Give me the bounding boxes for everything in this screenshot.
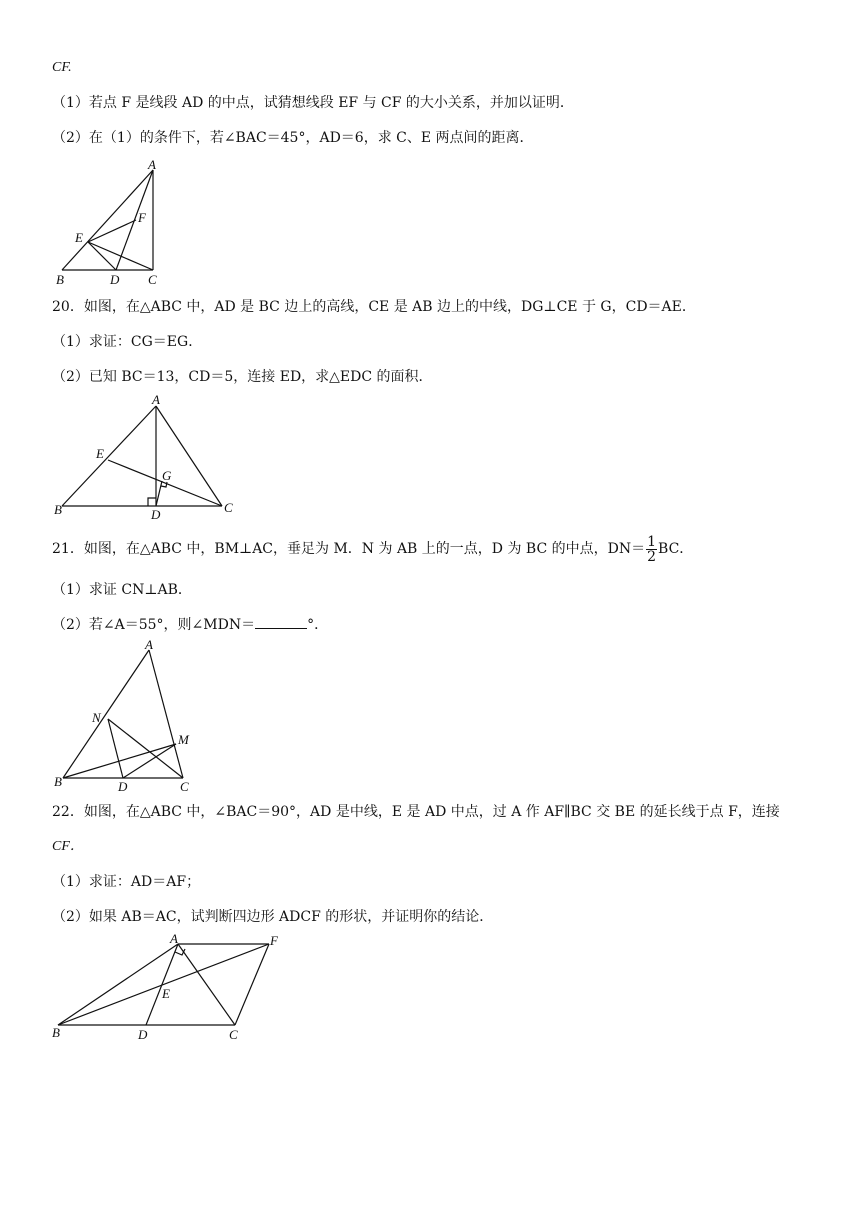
q22-line-ab (58, 944, 178, 1025)
q19-label-a: A (148, 158, 156, 172)
q22-label-f: F (270, 933, 278, 948)
q22-stem: 22．如图，在△ABC 中，∠BAC＝90°，AD 是中线，E 是 AD 中点，过 A 作 AF∥BC 交 BE 的延长线于点 F，连接 (52, 804, 780, 820)
q21-label-b: B (54, 774, 62, 789)
q21-label-m: M (178, 732, 189, 747)
q21-line-ac (149, 650, 183, 778)
q20-part2: （2）已知 BC＝13，CD＝5，连接 ED，求△EDC 的面积． (52, 369, 433, 385)
q20-label-b: B (54, 502, 62, 517)
q21-label-c: C (180, 779, 189, 794)
q19-line-ec (88, 242, 153, 270)
q21-line-cn (108, 719, 183, 778)
q21-line-ab (63, 650, 149, 778)
q22-label-d: D (138, 1027, 148, 1042)
q19-label-c: C (148, 272, 157, 287)
q19-line-ef (88, 220, 136, 242)
q21-figure (50, 636, 210, 796)
q22-line-ac (178, 944, 235, 1025)
q22-right-angle-a (175, 949, 185, 955)
q22-label-b: B (52, 1025, 60, 1040)
q20-line-ec (108, 460, 222, 506)
q22-line-bf (58, 944, 269, 1025)
q22-label-c: C (229, 1027, 238, 1042)
q20-label-e: E (96, 446, 104, 461)
q22-part1: （1）求证：AD＝AF； (52, 874, 201, 890)
q20-stem: 20．如图，在△ABC 中，AD 是 BC 边上的高线，CE 是 AB 边上的中线，DG⊥CE 于 G，CD＝AE． (52, 299, 696, 315)
q21-part1: （1）求证 CN⊥AB． (52, 582, 192, 598)
q19-line-ad (116, 170, 153, 270)
q21-line-bm (63, 744, 176, 778)
q21-line-dm (123, 744, 176, 778)
q20-part1: （1）求证：CG＝EG． (52, 334, 203, 350)
q22-line-cf (235, 944, 269, 1025)
q22-line-ad (146, 944, 178, 1025)
q21-fraction (646, 535, 657, 564)
q19-stem-end: CF. (52, 60, 72, 75)
q21-label-n: N (92, 710, 101, 725)
q21-label-a: A (145, 637, 153, 652)
q19-label-d: D (110, 272, 120, 287)
q20-figure (50, 392, 240, 522)
q21-stem-text: 21．如图，在△ABC 中，BM⊥AC，垂足为 M．N 为 AB 上的一点，D 为 BC 的中点，DN＝ (52, 541, 646, 557)
q22-stem-cont: CF． (52, 839, 84, 854)
q21-stem-end: BC． (658, 541, 694, 557)
q22-part2: （2）如果 AB＝AC，试判断四边形 ADCF 的形状，并证明你的结论． (52, 909, 494, 925)
q21-answer-blank[interactable] (255, 614, 307, 629)
q21-stem (52, 534, 693, 564)
q21-part2-end: °． (307, 617, 329, 633)
q19-part2: （2）在（1）的条件下，若∠BAC＝45°，AD＝6，求 C、E 两点间的距离． (52, 130, 534, 146)
q21-frac-num: 1 (647, 533, 657, 550)
q22-figure (48, 930, 298, 1045)
q20-label-a: A (152, 392, 160, 407)
q22-label-a: A (170, 931, 178, 946)
q19-figure (50, 158, 180, 288)
q21-part2 (52, 614, 328, 635)
q21-part2-text: （2）若∠A＝55°，则∠MDN＝ (52, 617, 256, 633)
q20-label-g: G (162, 468, 172, 483)
q21-frac-den: 2 (647, 548, 657, 565)
q19-line-ed (88, 242, 116, 270)
q20-line-dg (156, 481, 162, 506)
q21-label-d: D (118, 779, 128, 794)
q20-right-angle-d (148, 498, 156, 506)
q20-label-c: C (224, 500, 233, 515)
q19-label-f: F (138, 210, 146, 225)
q19-label-e: E (75, 230, 83, 245)
q22-label-e: E (162, 986, 170, 1001)
q20-line-ac (156, 406, 222, 506)
q20-label-d: D (151, 507, 161, 522)
q20-line-ab (62, 406, 156, 506)
q19-part1: （1）若点 F 是线段 AD 的中点，试猜想线段 EF 与 CF 的大小关系，并加以证明． (52, 95, 574, 111)
q19-label-b: B (56, 272, 64, 287)
q21-line-nd (108, 719, 123, 778)
